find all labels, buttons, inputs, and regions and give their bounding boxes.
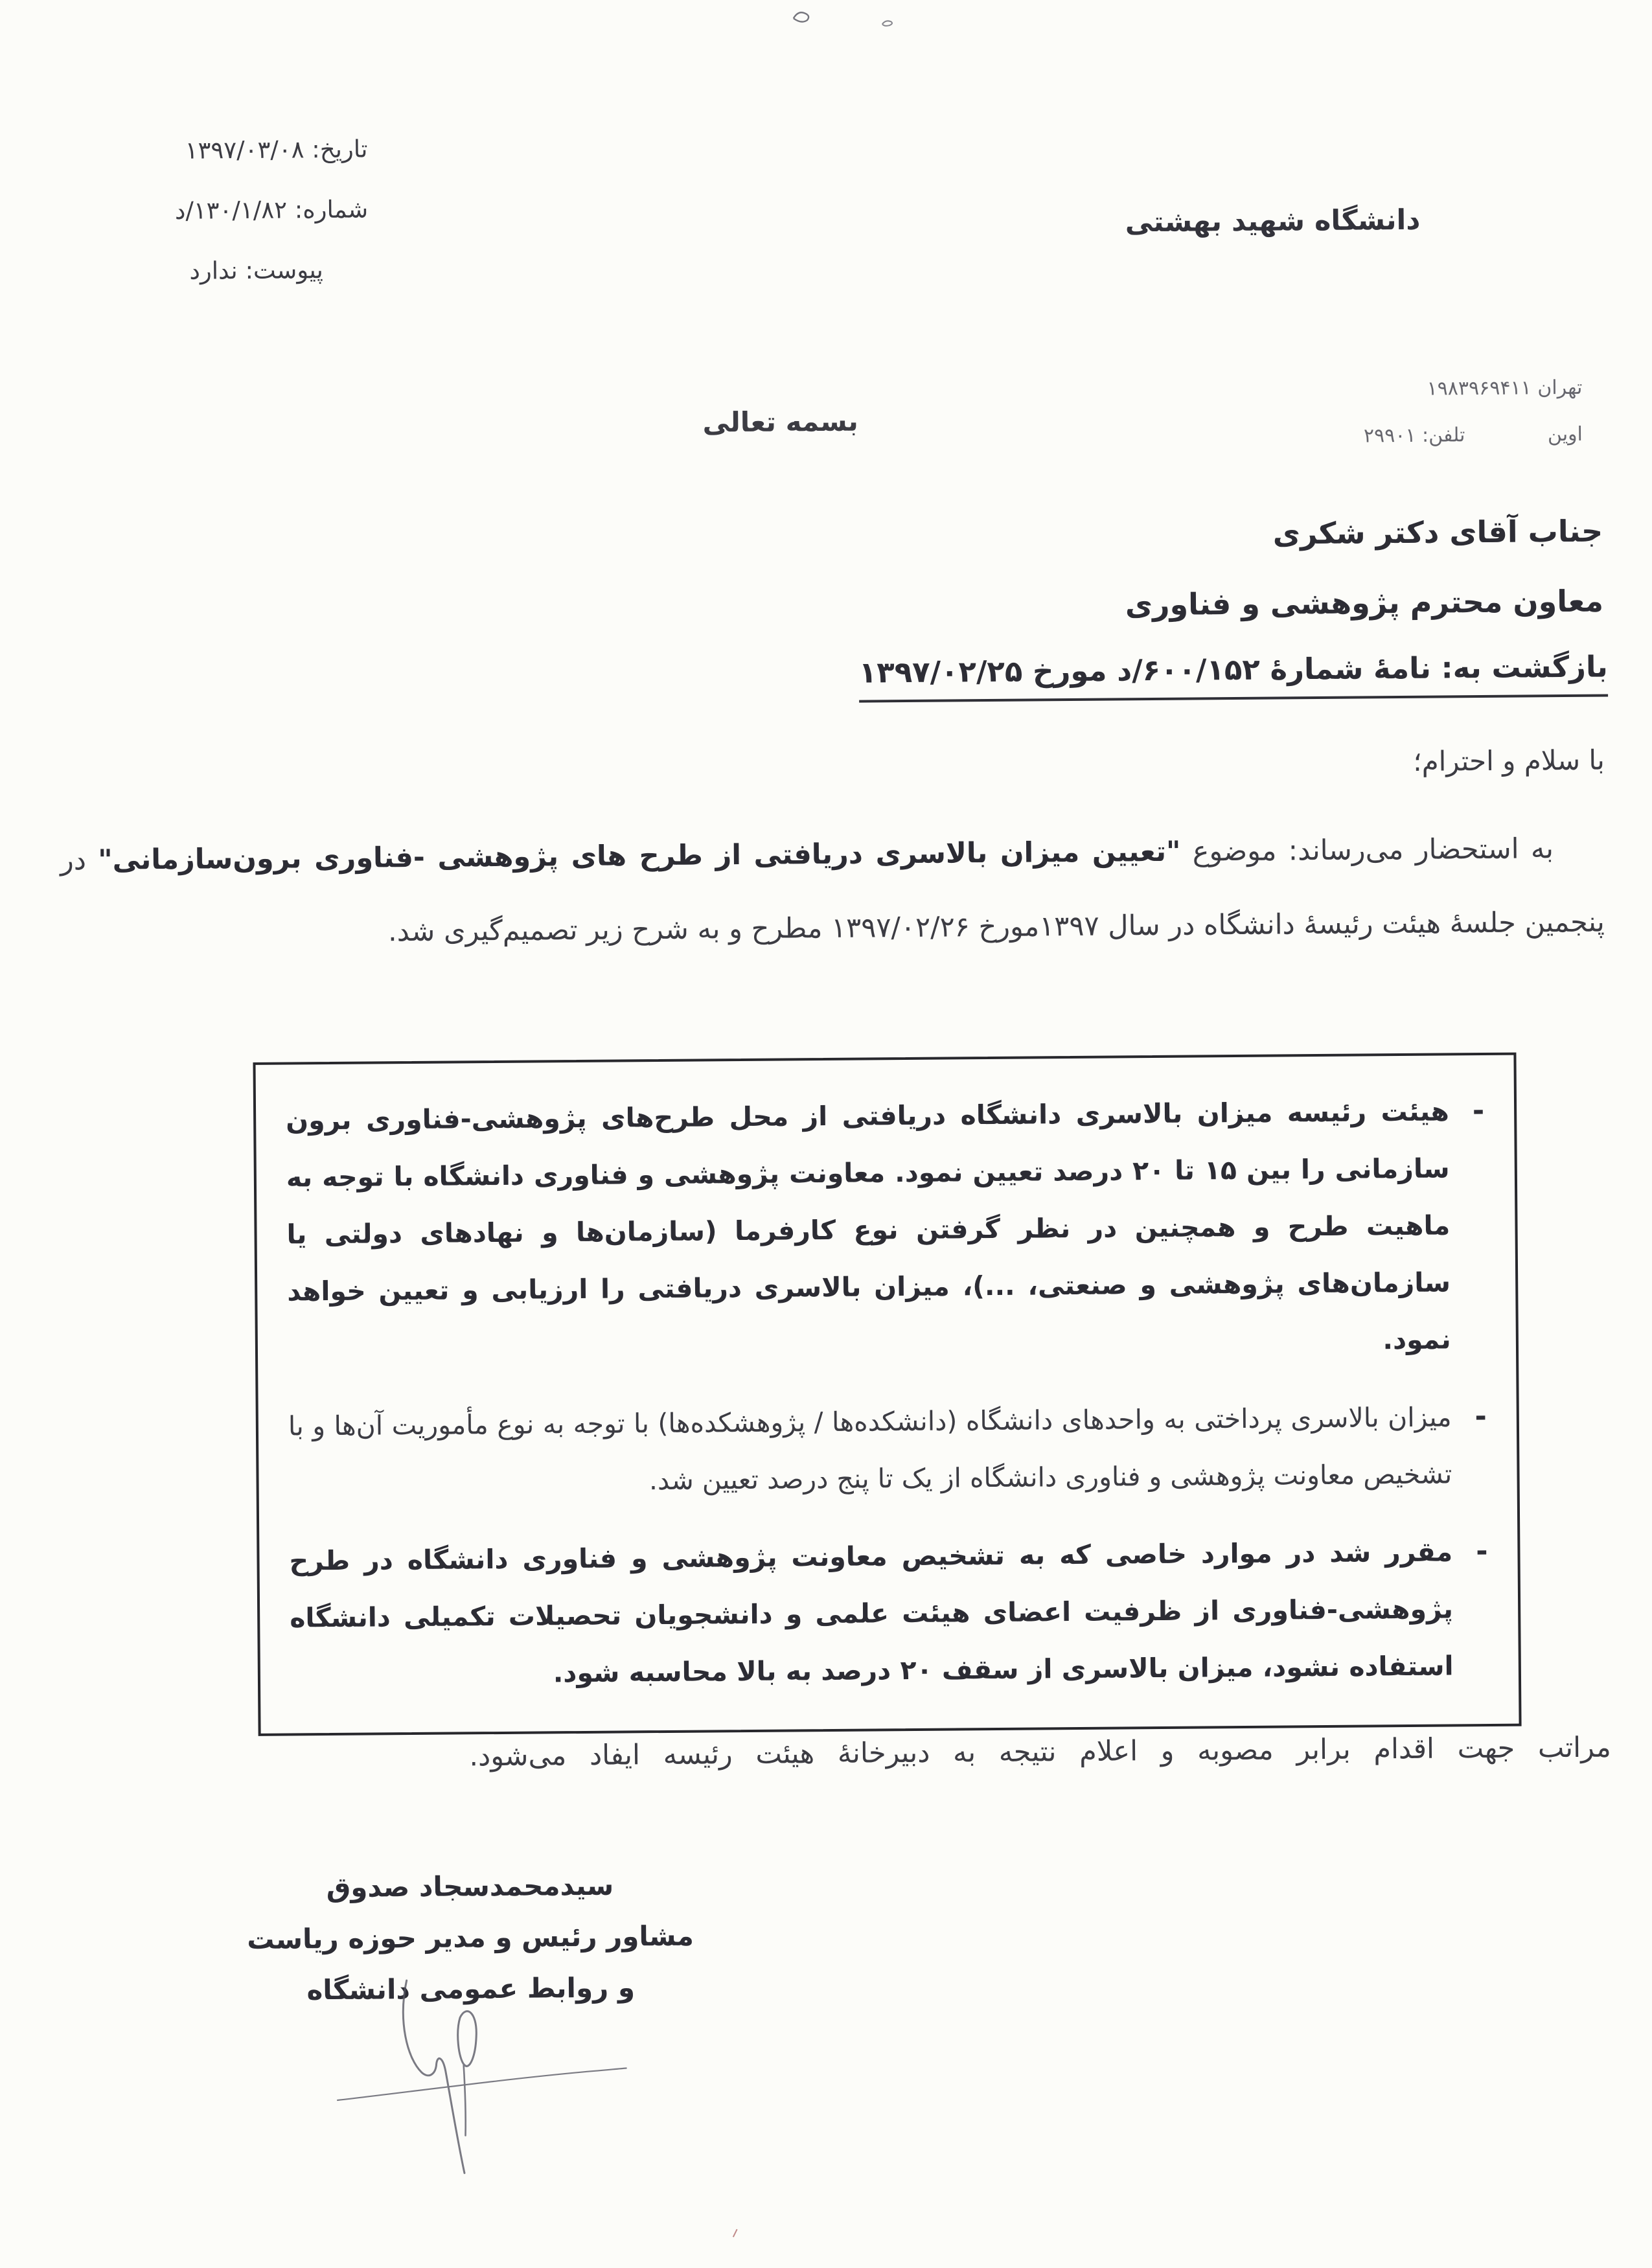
body-lead: به استحضار می‌رساند: موضوع bbox=[1180, 832, 1554, 868]
scan-speck-icon bbox=[0, 25, 3, 35]
signer-name: سیدمحمدسجاد صدوق bbox=[326, 1869, 614, 1904]
reference-line: بازگشت به: نامهٔ شمارهٔ ۶۰۰/۱۵۲/د مورخ ۱۳۹۷/۰۲/۲۵ bbox=[859, 650, 1609, 703]
resolution-text: مقرر شد در موارد خاصی که به تشخیص معاونت پژوهشی و فناوری دانشگاه در طرح پژوهشی-فناوری از ظرفیت اعضای هیئت علمی و دانشجویان تحصیلات تکمیلی دانشگاه استفاده نشود، میزان بالاسری از سقف ۲۰ درصد به بالا محاسبه شود. bbox=[289, 1536, 1454, 1689]
resolutions-box bbox=[253, 1053, 1521, 1736]
besmele: بسمه تعالی bbox=[702, 405, 858, 439]
university-name: دانشگاه شهید بهشتی bbox=[1125, 203, 1421, 239]
closing-line: مراتب جهت اقدام برابر مصوبه و اعلام نتیجه به دبیرخانهٔ هیئت رئیسه ایفاد می‌شود. bbox=[469, 1731, 1612, 1773]
body-subject: "تعیین میزان بالاسری دریافتی از طرح های پژوهشی -فناوری برون‌سازمانی" bbox=[98, 835, 1181, 876]
contact-phone: تلفن: ۲۹۹۰۱ bbox=[1363, 424, 1465, 448]
letter-number: شماره: ۱۳۰/۱/۸۲/د bbox=[174, 195, 369, 225]
signer-title-2: و روابط عمومی دانشگاه bbox=[306, 1971, 636, 2006]
resolution-item bbox=[289, 1523, 1489, 1704]
contact-district-phone bbox=[1364, 411, 1583, 460]
letter-attachment: پیوست: ندارد bbox=[189, 256, 324, 285]
body-paragraph bbox=[60, 812, 1605, 972]
scan-speck-icon bbox=[881, 19, 894, 28]
contact-district: اوین bbox=[1547, 422, 1583, 446]
dash-bullet-icon: - bbox=[1475, 1535, 1488, 1568]
recipient-name: جناب آقای دکتر شکری bbox=[1272, 513, 1603, 551]
resolution-item bbox=[286, 1082, 1486, 1377]
body-rest: در پنجمین جلسهٔ هیئت رئیسهٔ دانشگاه در سال ۱۳۹۷مورخ ۱۳۹۷/۰۲/۲۶ مطرح و به شرح زیر تصمیم‌گیری شد. bbox=[60, 843, 1605, 948]
recipient-title: معاون محترم پژوهشی و فناوری bbox=[1125, 583, 1604, 623]
signer-title-1: مشاور رئیس و مدیر حوزه ریاست bbox=[247, 1919, 694, 1956]
scan-speck-icon bbox=[792, 8, 814, 25]
letter-date: تاریخ: ۱۳۹۷/۰۳/۰۸ bbox=[185, 135, 368, 165]
handwritten-signature bbox=[286, 1969, 872, 2268]
resolution-text: میزان بالاسری پرداختی به واحدهای دانشگاه (دانشکده‌ها / پژوهشکده‌ها) با توجه به نوع مأموریت آن‌ها و با تشخیص معاونت پژوهشی و فناوری دانشگاه از یک تا پنج درصد تعیین شد. bbox=[288, 1401, 1452, 1496]
dash-bullet-icon: - bbox=[1472, 1094, 1485, 1128]
scan-speck-icon bbox=[731, 2228, 739, 2238]
contact-city-postal: تهران ۱۹۸۳۹۶۹۴۱۱ bbox=[1427, 376, 1583, 400]
contact-block bbox=[1363, 365, 1583, 460]
recipient-block bbox=[1125, 496, 1604, 640]
dash-bullet-icon: - bbox=[1474, 1400, 1487, 1434]
salutation: با سلام و احترام؛ bbox=[1413, 744, 1605, 777]
resolution-item bbox=[288, 1388, 1487, 1512]
letter-meta-block bbox=[174, 119, 369, 301]
resolution-text: هیئت رئیسه میزان بالاسری دانشگاه دریافتی از محل طرح‌های پژوهشی-فناوری برون سازمانی را بین ۱۵ تا ۲۰ درصد تعیین نمود. معاونت پژوهشی و فناوری دانشگاه با توجه به ماهیت طرح و همچنین در نظر گرفتن نوع کارفرما (سازمان‌ها و نهادهای دولتی یا سازمان‌های پژوهشی و صنعتی، ...)، میزان بالاسری دریافتی را ارزیابی و تعیین خواهد نمود. bbox=[285, 1095, 1451, 1356]
